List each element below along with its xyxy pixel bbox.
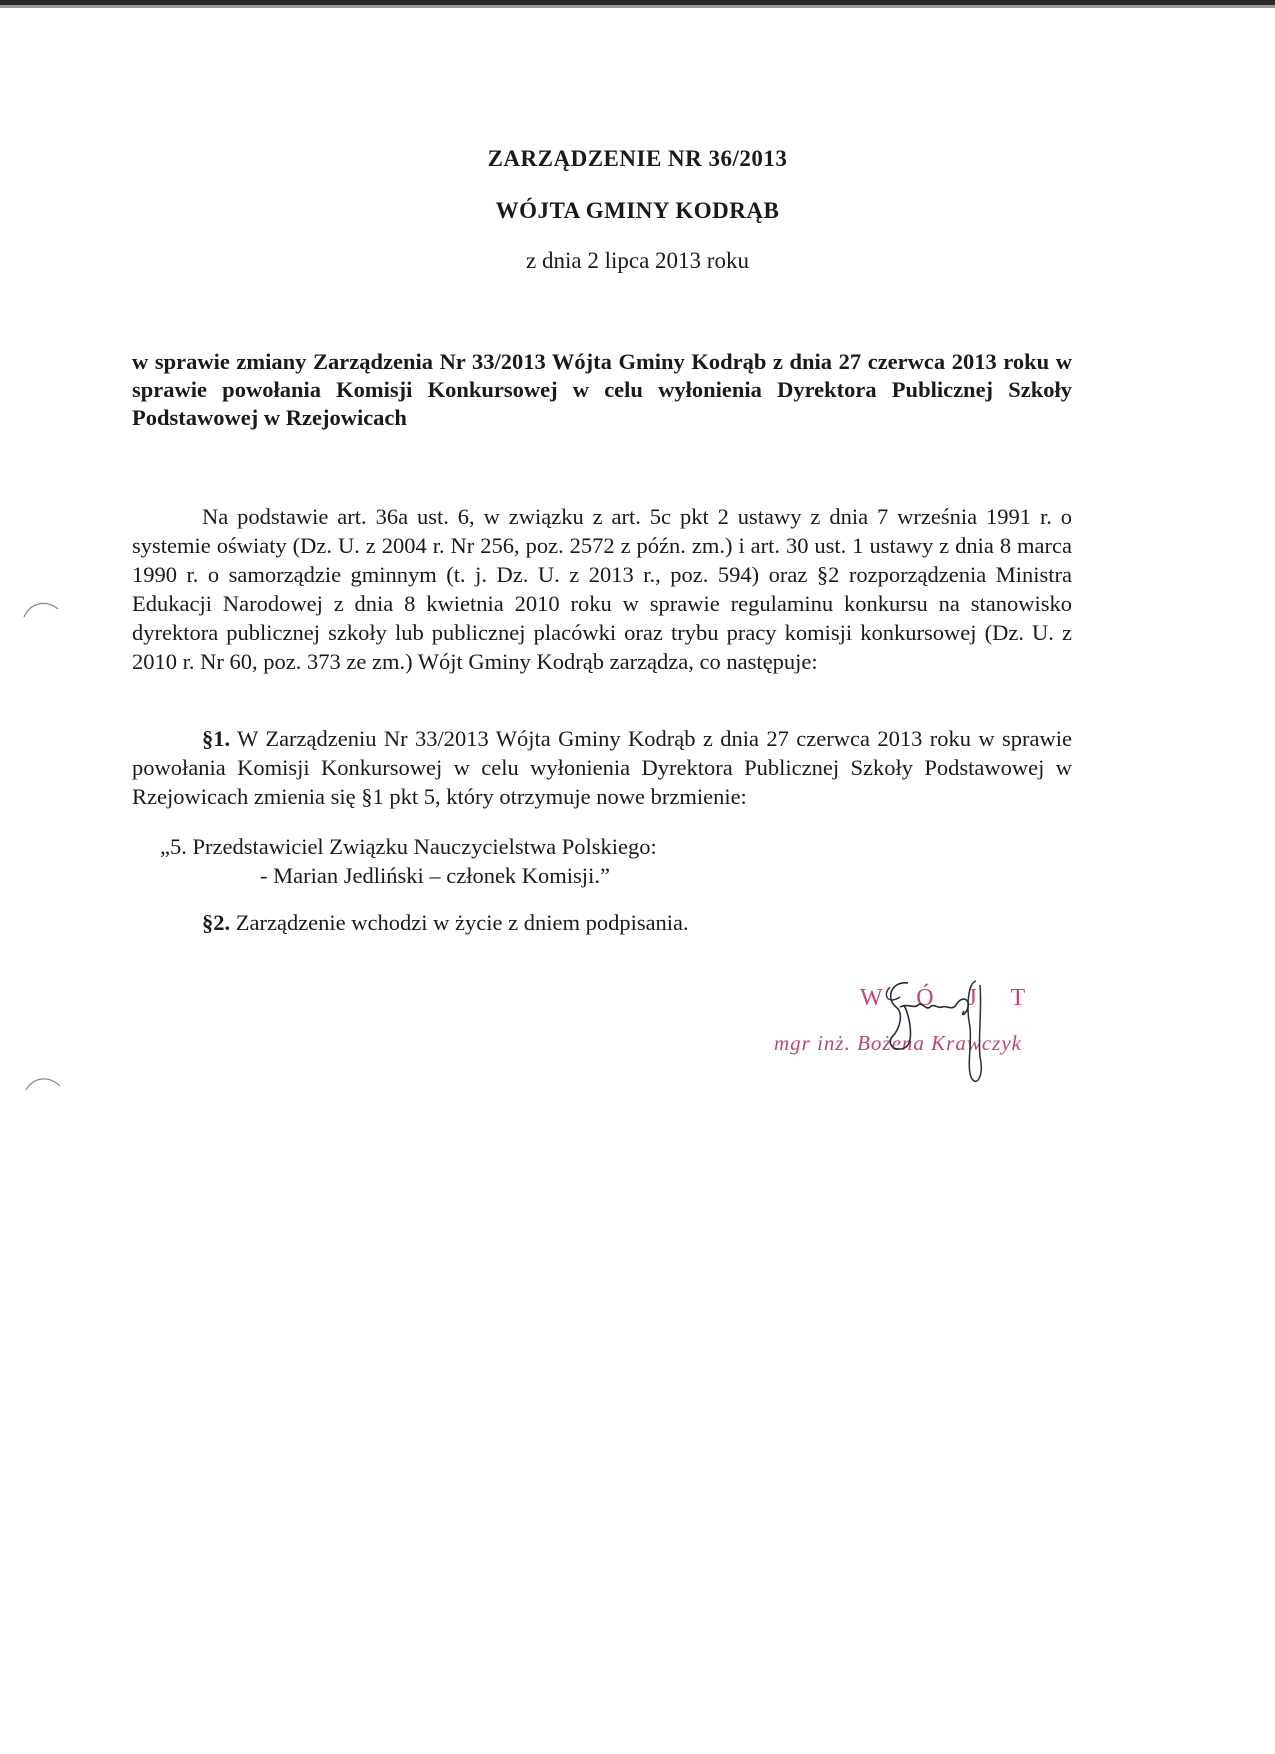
section-2-mark: §2.: [202, 910, 231, 935]
stamp-name: mgr inż. Bożena Krawczyk: [774, 1031, 1022, 1055]
scan-top-shadow: [0, 5, 1275, 8]
section-2-text: Zarządzenie wchodzi w życie z dniem podpisania.: [230, 910, 689, 935]
section-1: [132, 724, 1072, 811]
punch-hole-mark: [20, 595, 60, 625]
document-subject: w sprawie zmiany Zarządzenia Nr 33/2013 Wójta Gminy Kodrąb z dnia 27 czerwca 2013 roku w sprawie powołania Komisji Konkursowej w celu wyłonienia Dyrektora Publicznej Szkoły Podstawowej w Rzejowicach: [132, 349, 1072, 430]
document-date: z dnia 2 lipca 2013 roku: [526, 248, 749, 273]
quoted-point-5: „5. Przedstawiciel Związku Nauczycielstwa Polskiego:: [160, 834, 657, 859]
section-1-text: W Zarządzeniu Nr 33/2013 Wójta Gminy Kodrąb z dnia 27 czerwca 2013 roku w sprawie powołania Komisji Konkursowej w celu wyłonienia Dyrektora Publicznej Szkoły Podstawowej w Rzejowicach zmienia się §1 pkt 5, który otrzymuje nowe brzmienie:: [132, 726, 1072, 809]
section-2: [202, 908, 689, 937]
issuing-authority: WÓJTA GMINY KODRĄB: [495, 198, 780, 223]
section-1-mark: §1.: [202, 726, 231, 751]
quoted-member: - Marian Jedliński – członek Komisji.”: [260, 863, 610, 888]
stamp-title: W Ó J T: [860, 985, 1040, 1011]
handwritten-signature: [830, 977, 1030, 1087]
punch-hole-mark: [22, 1070, 62, 1100]
official-stamp: [770, 985, 1070, 1095]
document-title: ZARZĄDZENIE NR 36/2013: [487, 146, 788, 171]
legal-basis-paragraph: Na podstawie art. 36a ust. 6, w związku z art. 5c pkt 2 ustawy z dnia 7 września 1991 r. o systemie oświaty (Dz. U. z 2004 r. Nr 256, poz. 2572 z późn. zm.) i art. 30 ust. 1 ustawy z dnia 8 marca 1990 r. o samorządzie gminnym (t. j. Dz. U. z 2013 r., poz. 594) oraz §2 rozporządzenia Ministra Edukacji Narodowej z dnia 8 kwietnia 2010 roku w sprawie regulaminu konkursu na stanowisko dyrektora publicznej szkoły lub publicznej placówki oraz trybu pracy komisji konkursowej (Dz. U. z 2010 r. Nr 60, poz. 373 ze zm.) Wójt Gminy Kodrąb zarządza, co następuje:: [132, 504, 1072, 674]
